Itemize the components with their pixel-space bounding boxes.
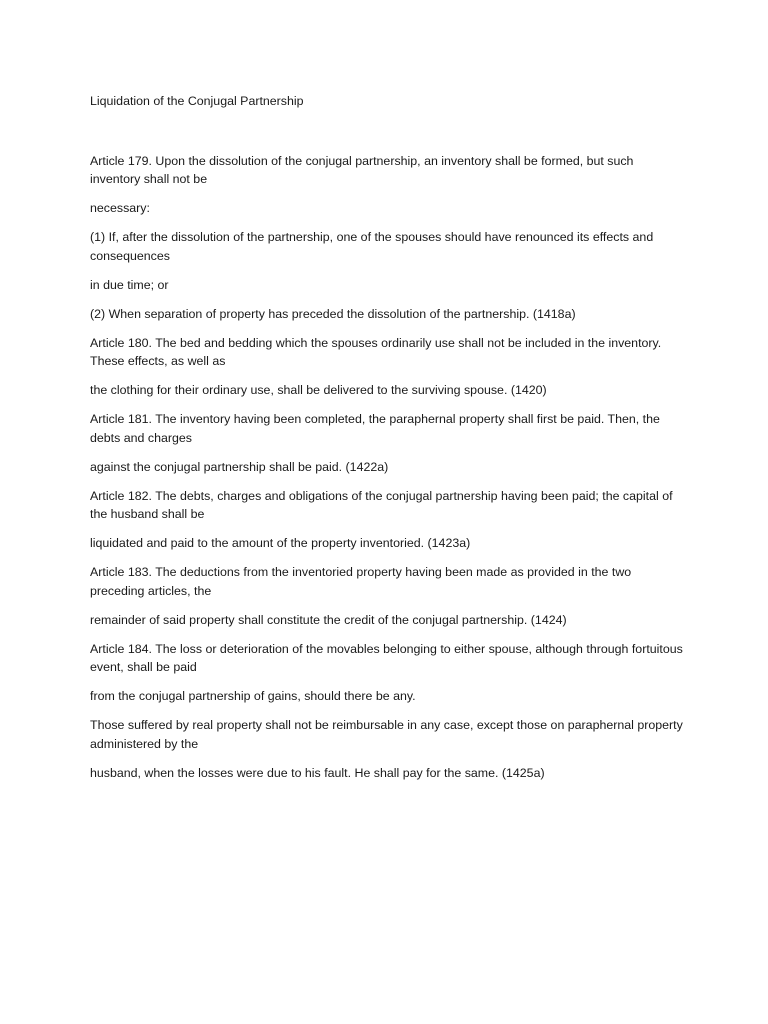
paragraph-article-179: Article 179. Upon the dissolution of the conjugal partnership, an inventory shall be formed, but such inventory shall not be [90, 153, 634, 186]
paragraph-item-1: (1) If, after the dissolution of the partnership, one of the spouses should have renounced its effects and consequences [90, 230, 654, 263]
paragraph-article-181-continued: against the conjugal partnership shall be paid. (1422a) [90, 459, 389, 474]
paragraph-article-184-continued: from the conjugal partnership of gains, should there be any. [90, 689, 416, 703]
paragraph-article-184: Article 184. The loss or deterioration of the movables belonging to either spouse, although through fortuitous event, shall be paid [90, 641, 683, 674]
paragraph-article-179-continued: necessary: [90, 201, 150, 215]
document-title: Liquidation of the Conjugal Partnership [90, 94, 304, 108]
paragraph-article-183: Article 183. The deductions from the inventoried property having been made as provided in the two preceding articles, the [90, 565, 632, 598]
paragraph-article-180: Article 180. The bed and bedding which the spouses ordinarily use shall not be included in the inventory. These effects, as well as [90, 335, 662, 368]
paragraph-article-182: Article 182. The debts, charges and obligations of the conjugal partnership having been paid; the capital of the husband shall be [90, 488, 673, 521]
paragraph-article-180-continued: the clothing for their ordinary use, shall be delivered to the surviving spouse. (1420) [90, 383, 547, 397]
paragraph-article-182-continued: liquidated and paid to the amount of the property inventoried. (1423a) [90, 536, 471, 550]
paragraph-real-property-continued: husband, when the losses were due to his fault. He shall pay for the same. (1425a) [90, 765, 545, 780]
paragraph-real-property: Those suffered by real property shall not be reimbursable in any case, except those on paraphernal property administered by the [90, 718, 683, 751]
document-body [90, 92, 686, 793]
paragraph-article-183-continued: remainder of said property shall constitute the credit of the conjugal partnership. (1424) [90, 612, 567, 627]
paragraph-article-181: Article 181. The inventory having been completed, the paraphernal property shall first be paid. Then, the debts and charges [90, 412, 660, 445]
paragraph-item-2: (2) When separation of property has preceded the dissolution of the partnership. (1418a) [90, 306, 576, 321]
paragraph-item-1-continued: in due time; or [90, 277, 169, 292]
